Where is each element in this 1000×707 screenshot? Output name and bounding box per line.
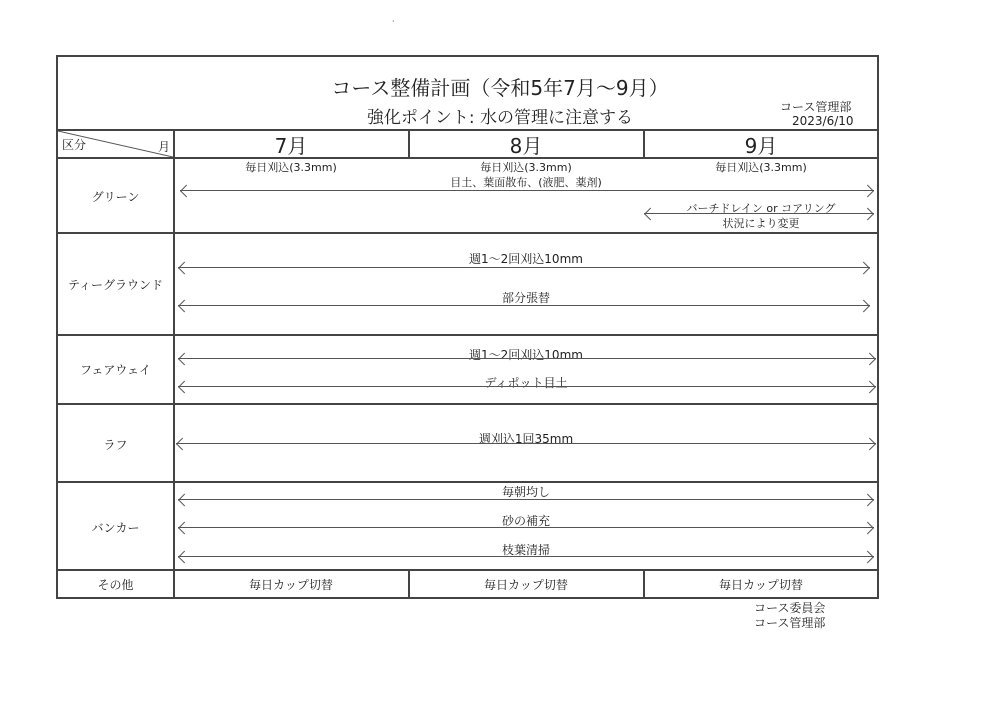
tee-resod-arrow (178, 305, 870, 306)
fairway-mow-arrow (178, 358, 876, 359)
green-mow-arrow (180, 190, 874, 191)
corner-month-label: 月 (158, 140, 171, 154)
other-cup-july: 毎日カップ切替 (249, 578, 333, 592)
bunker-rake-arrow (178, 499, 874, 500)
fairway-mow: 週1～2回刈込10mm (469, 348, 583, 362)
fairway-divot-arrow (178, 386, 876, 387)
bunker-sand: 砂の補充 (501, 514, 550, 528)
page-title: コース整備計画（令和5年7月～9月） (331, 76, 669, 100)
green-aeration: バーチドレイン or コアリング (686, 202, 836, 215)
tee-mow: 週1～2回刈込10mm (469, 252, 583, 266)
green-mow-august: 毎日刈込(3.3mm) (480, 161, 572, 174)
date-label: 2023/6/10 (792, 114, 854, 128)
grid-line (57, 403, 878, 405)
bunker-rake: 毎朝均し (501, 485, 550, 499)
rough-mow-arrow (176, 443, 876, 444)
green-mow-july: 毎日刈込(3.3mm) (245, 161, 337, 174)
department-label: コース管理部 (780, 100, 852, 114)
grid-line (57, 569, 878, 571)
green-aeration-note: 状況により変更 (722, 217, 800, 230)
month-header-8: 8月 (509, 134, 543, 158)
footer-committee: コース委員会 (754, 601, 826, 615)
corner-category-label: 区分 (62, 138, 87, 152)
bunker-clean: 枝葉清掃 (501, 543, 550, 557)
category-other: その他 (97, 578, 134, 592)
bunker-clean-arrow (178, 556, 874, 557)
grid-line (57, 334, 878, 336)
green-topdress: 目土、葉面散布、(液肥、薬剤) (450, 176, 602, 189)
green-aeration-arrow (644, 213, 874, 214)
tee-resod: 部分張替 (501, 291, 550, 305)
fairway-divot: ディポット目土 (484, 376, 568, 390)
category-fairway: フェアウェイ (80, 363, 151, 377)
bunker-sand-arrow (178, 527, 874, 528)
other-cup-august: 毎日カップ切替 (484, 578, 568, 592)
other-cup-september: 毎日カップ切替 (719, 578, 803, 592)
category-green: グリーン (91, 190, 140, 204)
category-bunker: バンカー (91, 521, 140, 535)
category-tee: ティーグラウンド (67, 278, 164, 292)
rough-mow: 週刈込1回35mm (478, 432, 574, 446)
page-subtitle: 強化ポイント: 水の管理に注意する (366, 108, 634, 128)
grid-line (57, 232, 878, 234)
green-mow-september: 毎日刈込(3.3mm) (715, 161, 807, 174)
month-header-7: 7月 (274, 134, 308, 158)
month-header-9: 9月 (744, 134, 778, 158)
footer-department: コース管理部 (754, 616, 826, 630)
stray-dot: · (392, 17, 395, 26)
category-rough: ラフ (103, 438, 128, 452)
tee-mow-arrow (178, 267, 870, 268)
